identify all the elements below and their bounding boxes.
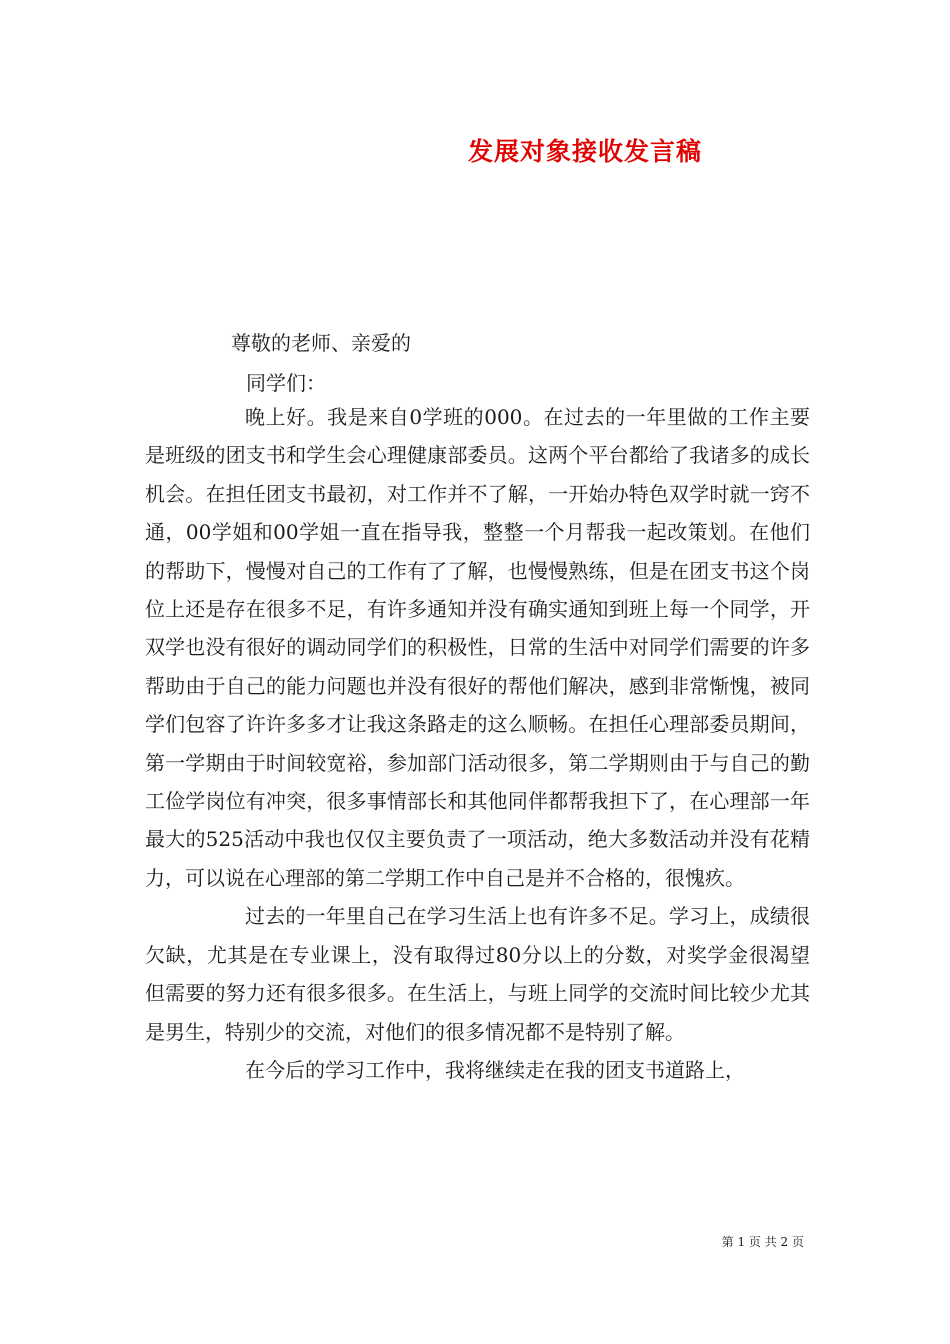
document-title: 发展对象接收发言稿	[468, 137, 703, 166]
paragraph-3: 在今后的学习工作中，我将继续走在我的团支书道路上，	[245, 1057, 745, 1082]
paragraph-1: 晚上好。我是来自0学班的000。在过去的一年里做的工作主要是班级的团支书和学生会心理健康部委员。这两个平台都给了我诸多的成长机会。在担任团支书最初，对工作并不了解，一开始办特色双学时就一窍不通，00学姐和00学姐一直在指导我，整整一个月帮我一起改策划。在他们的帮助下，慢慢对自己的工作有了了解，也慢慢熟练，但是在团支书这个岗位上还是存在很多不足，有许多通知并没有确实通知到班上每一个同学，开双学也没有很好的调动同学们的积极性，日常的生活中对同学们需要的许多帮助由于自己的能力问题也并没有很好的帮他们解决，感到非常惭愧，被同学们包容了许许多多才让我这条路走的这么顺畅。在担任心理部委员期间，第一学期由于时间较宽裕，参加部门活动很多，第二学期则由于与自己的勤工俭学岗位有冲突，很多事情部长和其他同伴都帮我担下了，在心理部一年最大的525活动中我也仅仅主要负责了一项活动，绝大多数活动并没有花精力，可以说在心理部的第二学期工作中自己是并不合格的，很愧疚。	[145, 405, 810, 890]
page-number-footer: 第 1 页 共 2 页	[721, 1235, 804, 1249]
greeting-line: 同学们：	[246, 371, 326, 395]
document-body	[145, 398, 810, 1089]
paragraph-2: 过去的一年里自己在学习生活上也有许多不足。学习上，成绩很欠缺，尤其是在专业课上，没有取得过80分以上的分数，对奖学金很渴望但需要的努力还有很多很多。在生活上，与班上同学的交流时间比较少尤其是男生，特别少的交流，对他们的很多情况都不是特别了解。	[145, 904, 810, 1044]
salutation-line: 尊敬的老师、亲爱的	[231, 331, 411, 355]
